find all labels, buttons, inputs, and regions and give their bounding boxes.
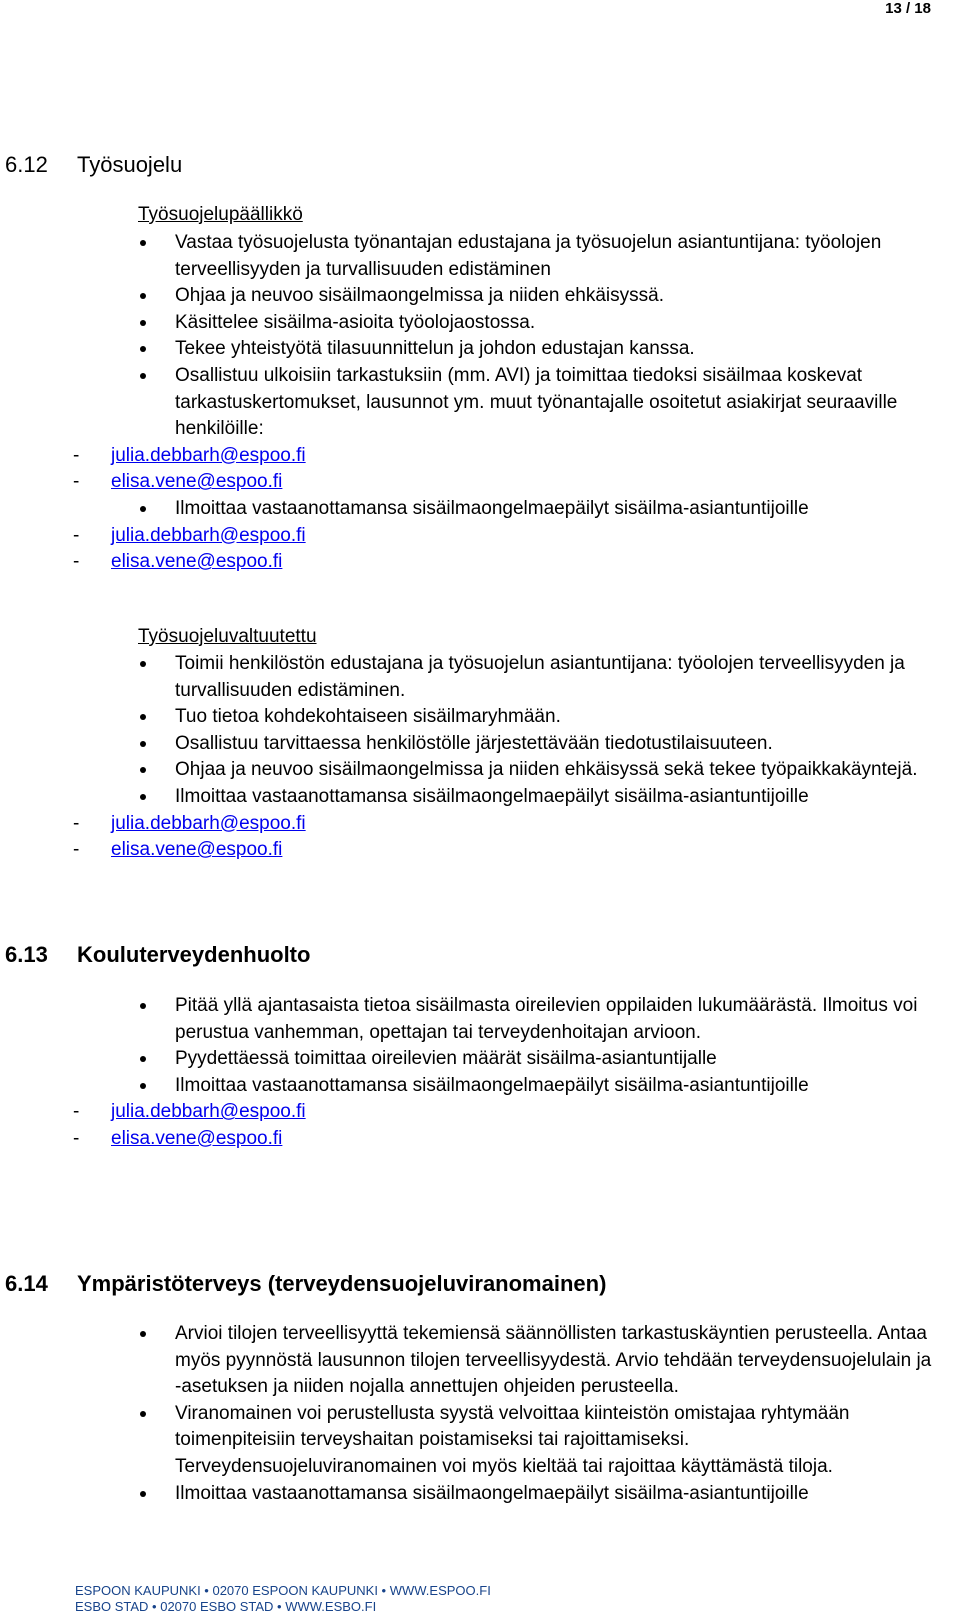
list-item-text: Ilmoittaa vastaanottamansa sisäilmaongelmaepäilyt sisäilma-asiantuntijoille — [175, 497, 809, 519]
email-link[interactable]: julia.debbarh@espoo.fi — [111, 812, 306, 834]
email-list — [0, 523, 935, 576]
list-item: Ohjaa ja neuvoo sisäilmaongelmissa ja niiden ehkäisyssä sekä tekee työpaikkakäyntejä. — [175, 757, 935, 784]
list-item-with-emails — [111, 1073, 935, 1153]
section-title: Kouluterveydenhuolto — [77, 942, 311, 967]
list-item: Toimii henkilöstön edustajana ja työsuojelun asiantuntijana: työolojen terveellisyyden ja turvallisuuden edistäminen. — [175, 651, 935, 704]
email-list — [0, 1099, 935, 1152]
section-title: Työsuojelu — [77, 152, 183, 177]
subheading-tyosuojelupaallikko: Työsuojelupäällikkö — [138, 204, 303, 225]
email-item — [0, 1099, 935, 1126]
list-item-with-emails — [111, 784, 935, 864]
page-footer — [75, 1583, 491, 1615]
bullet-list-tyosuojelupaallikko — [111, 230, 935, 576]
email-item — [0, 523, 935, 550]
bullet-list-ymparistoterveys — [175, 1321, 935, 1507]
section-number: 6.14 — [5, 1271, 48, 1296]
section-heading-6-14 — [5, 1269, 606, 1299]
email-link[interactable]: elisa.vene@espoo.fi — [111, 551, 283, 573]
list-item: Käsittelee sisäilma-asioita työolojaostossa. — [175, 310, 935, 337]
list-item: Ilmoittaa vastaanottamansa sisäilmaongelmaepäilyt sisäilma-asiantuntijoille — [175, 1481, 935, 1508]
list-item-with-emails — [111, 496, 935, 576]
email-link[interactable]: elisa.vene@espoo.fi — [111, 471, 283, 493]
bullet-list-tyosuojeluvaltuutettu — [111, 651, 935, 864]
list-item: Arvioi tilojen terveellisyyttä tekemiensä säännöllisten tarkastuskäyntien perusteella. Antaa myös pyynnöstä lausunnon tilojen terveellisyydestä. Arvio tehdään terveydensuojelulain ja -asetuksen ja niiden nojalla annettujen ohjeiden perusteella. — [175, 1321, 935, 1401]
list-item-text: Osallistuu ulkoisiin tarkastuksiin (mm. AVI) ja toimittaa tiedoksi sisäilmaa koskevat tarkastuskertomukset, lausunnot ym. muut työnantajalle osoitetut asiakirjat seuraaville henkilöille: — [175, 364, 898, 440]
section-number: 6.13 — [5, 942, 48, 967]
list-item-text: Ilmoittaa vastaanottamansa sisäilmaongelmaepäilyt sisäilma-asiantuntijoille — [175, 785, 809, 807]
section-heading-6-13 — [5, 940, 310, 970]
list-item: Tekee yhteistyötä tilasuunnittelun ja johdon edustajan kanssa. — [175, 336, 935, 363]
email-item — [0, 469, 935, 496]
list-item: Pyydettäessä toimittaa oireilevien määrät sisäilma-asiantuntijalle — [175, 1046, 935, 1073]
page-number: 13 / 18 — [885, 0, 931, 17]
email-link[interactable]: elisa.vene@espoo.fi — [111, 1127, 283, 1149]
list-item-with-emails — [111, 363, 935, 496]
list-item: Osallistuu tarvittaessa henkilöstölle järjestettävään tiedotustilaisuuteen. — [175, 731, 935, 758]
email-link[interactable]: julia.debbarh@espoo.fi — [111, 524, 306, 546]
email-link[interactable]: elisa.vene@espoo.fi — [111, 839, 283, 861]
list-item: Tuo tietoa kohdekohtaiseen sisäilmaryhmään. — [175, 704, 935, 731]
email-item — [0, 837, 935, 864]
list-item: Vastaa työsuojelusta työnantajan edustajana ja työsuojelun asiantuntijana: työolojen terveellisyyden ja turvallisuuden edistäminen — [175, 230, 935, 283]
bullet-list-kouluterveydenhuolto — [111, 993, 935, 1153]
email-list — [0, 811, 935, 864]
section-heading-6-12 — [5, 150, 182, 180]
email-link[interactable]: julia.debbarh@espoo.fi — [111, 444, 306, 466]
list-item-text: Ilmoittaa vastaanottamansa sisäilmaongelmaepäilyt sisäilma-asiantuntijoille — [175, 1074, 809, 1096]
footer-line-sv: ESBO STAD • 02070 ESBO STAD • WWW.ESBO.FI — [75, 1599, 377, 1614]
footer-line-fi: ESPOON KAUPUNKI • 02070 ESPOON KAUPUNKI • WWW.ESPOO.FI — [75, 1583, 491, 1598]
list-item: Pitää yllä ajantasaista tietoa sisäilmasta oireilevien oppilaiden lukumäärästä. Ilmoitus voi perustua vanhemman, opettajan tai terveydenhoitajan arvioon. — [175, 993, 935, 1046]
email-list — [0, 443, 935, 496]
email-item — [0, 549, 935, 576]
subheading-tyosuojeluvaltuutettu: Työsuojeluvaltuutettu — [138, 626, 317, 647]
email-item — [0, 1126, 935, 1153]
email-item — [0, 443, 935, 470]
section-number: 6.12 — [5, 152, 48, 177]
email-link[interactable]: julia.debbarh@espoo.fi — [111, 1101, 306, 1123]
section-title: Ympäristöterveys (terveydensuojeluviranomainen) — [77, 1271, 607, 1296]
email-item — [0, 811, 935, 838]
list-item: Ohjaa ja neuvoo sisäilmaongelmissa ja niiden ehkäisyssä. — [175, 283, 935, 310]
list-item: Viranomainen voi perustellusta syystä velvoittaa kiinteistön omistajaa ryhtymään toimenpiteisiin terveyshaitan poistamiseksi tai rajoittamiseksi. Terveydensuojeluviranomainen voi myös kieltää tai rajoittaa käyttämästä tiloja. — [175, 1401, 935, 1481]
